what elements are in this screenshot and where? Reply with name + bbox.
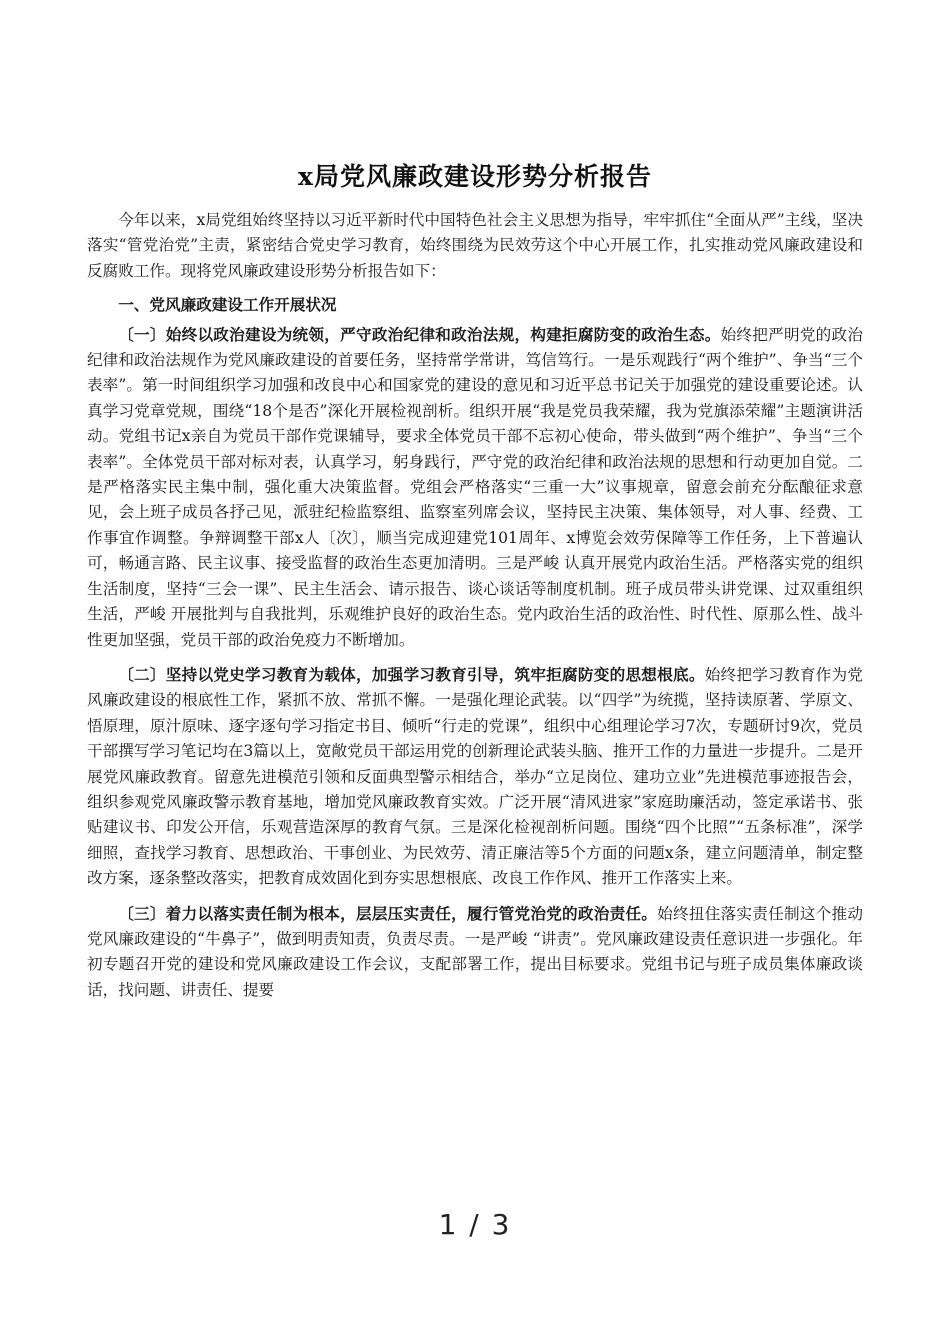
page-indicator: 1 / 3: [438, 1208, 512, 1241]
paragraph-item-2: [87, 662, 863, 892]
document-title: x局党风廉政建设形势分析报告: [298, 162, 652, 191]
paragraph-lead: 〔二〕坚持以党史学习教育为载体，加强学习教育引导，筑牢拒腐防变的思想根底。: [118, 664, 705, 684]
paragraph-lead: 〔一〕始终以政治建设为统领，严守政治纪律和政治法规，构建拒腐防变的政治生态。: [118, 324, 721, 344]
paragraph-text: 始终把严明党的政治纪律和政治法规作为党风廉政建设的首要任务，坚持常学常讲，笃信笃行。一是乐观践行“两个维护”、争当“三个表率”。第一时间组织学习加强和改良中心和国家党的建设的意见和习近平总书记关于加强党的建设重要论述。认真学习党章党规，围绕“18个是否”深化开展检视剖析。组织开展“我是党员我荣耀，我为党旗添荣耀”主题演讲活动。党组书记x亲自为党员干部作党课辅导，要求全体党员干部不忘初心使命，带头做到“两个维护”、争当“三个表率”。全体党员干部对标对表，认真学习，躬身践行，严守党的政治纪律和政治法规的思想和行动更加自觉。二是严格落实民主集中制，强化重大决策监督。党组会严格落实“三重一大”议事规章，留意会前充分酝酿征求意见，会上班子成员各抒己见，派驻纪检监察组、监察室列席会议，坚持民主决策、集体领导，对人事、经费、工作事宜作调整。争辩调整干部x人〔次〕，顺当完成迎建党101周年、x博览会效劳保障等工作任务，上下普遍认可，畅通言路、民主议事、接受监督的政治生态更加清明。三是严峻 认真开展党内政治生活。严格落实党的组织生活制度，坚持“三会一课”、民主生活会、请示报告、谈心谈话等制度机制。班子成员带头讲党课、过双重组织生活，严峻 开展批判与自我批判，乐观维护良好的政治生态。党内政治生活的政治性、时代性、原那么性、战斗性更加坚强，党员干部的政治免疫力不断增加。: [87, 325, 863, 649]
section-heading: 一、党风廉政建设工作开展状况: [118, 295, 337, 315]
paragraph-text: 始终把学习教育作为党风廉政建设的根底性工作，紧抓不放、常抓不懈。一是强化理论武装。以“四学”为统揽，坚持读原著、学原文、悟原理，原汁原味、逐字逐句学习指定书目、倾听“行走的党课”，组织中心组理论学习7次，专题研讨9次，党员干部撰写学习笔记均在3篇以上，宽敞党员干部运用党的创新理论武装头脑、推开工作的力量进一步提升。二是开展党风廉政教育。留意先进模范引领和反面典型警示相结合，举办“立足岗位、建功立业”先进模范事迹报告会，组织参观党风廉政警示教育基地，增加党风廉政教育实效。广泛开展“清风进家”家庭助廉活动，签定承诺书、张贴建议书、印发公开信，乐观营造深厚的教育气氛。三是深化检视剖析问题。围绕“四个比照”“五条标准”，深学细照，查找学习教育、思想政治、干事创业、为民效劳、清正廉洁等5个方面的问题x条，建立问题清单，制定整改方案，逐条整改落实，把教育成效固化到夯实思想根底、改良工作作风、推开工作落实上来。: [87, 665, 863, 888]
paragraph-text: 始终扭住落实责任制这个推动党风廉政建设的“牛鼻子”，做到明责知责，负责尽责。一是严峻 “讲责”。党风廉政建设责任意识进一步强化。年初专题召开党的建设和党风廉政建设工作会议，支配部署工作，提出目标要求。党组书记与班子成员集体廉政谈话，找问题、讲责任、提要: [87, 904, 863, 999]
document-body: [87, 208, 863, 1003]
paragraph-item-3: [87, 901, 863, 1004]
paragraph-item-1: [87, 322, 863, 653]
paragraph-lead: 〔三〕着力以落实责任制为根本，层层压实责任，履行管党治党的政治责任。: [118, 903, 658, 923]
intro-paragraph: 今年以来，x局党组始终坚持以习近平新时代中国特色社会主义思想为指导，牢牢抓住“全面从严”主线，坚决落实“管党治党”主责，紧密结合党史学习教育，始终围绕为民效劳这个中心开展工作，扎实推动党风廉政建设和反腐败工作。现将党风廉政建设形势分析报告如下：: [87, 211, 863, 280]
